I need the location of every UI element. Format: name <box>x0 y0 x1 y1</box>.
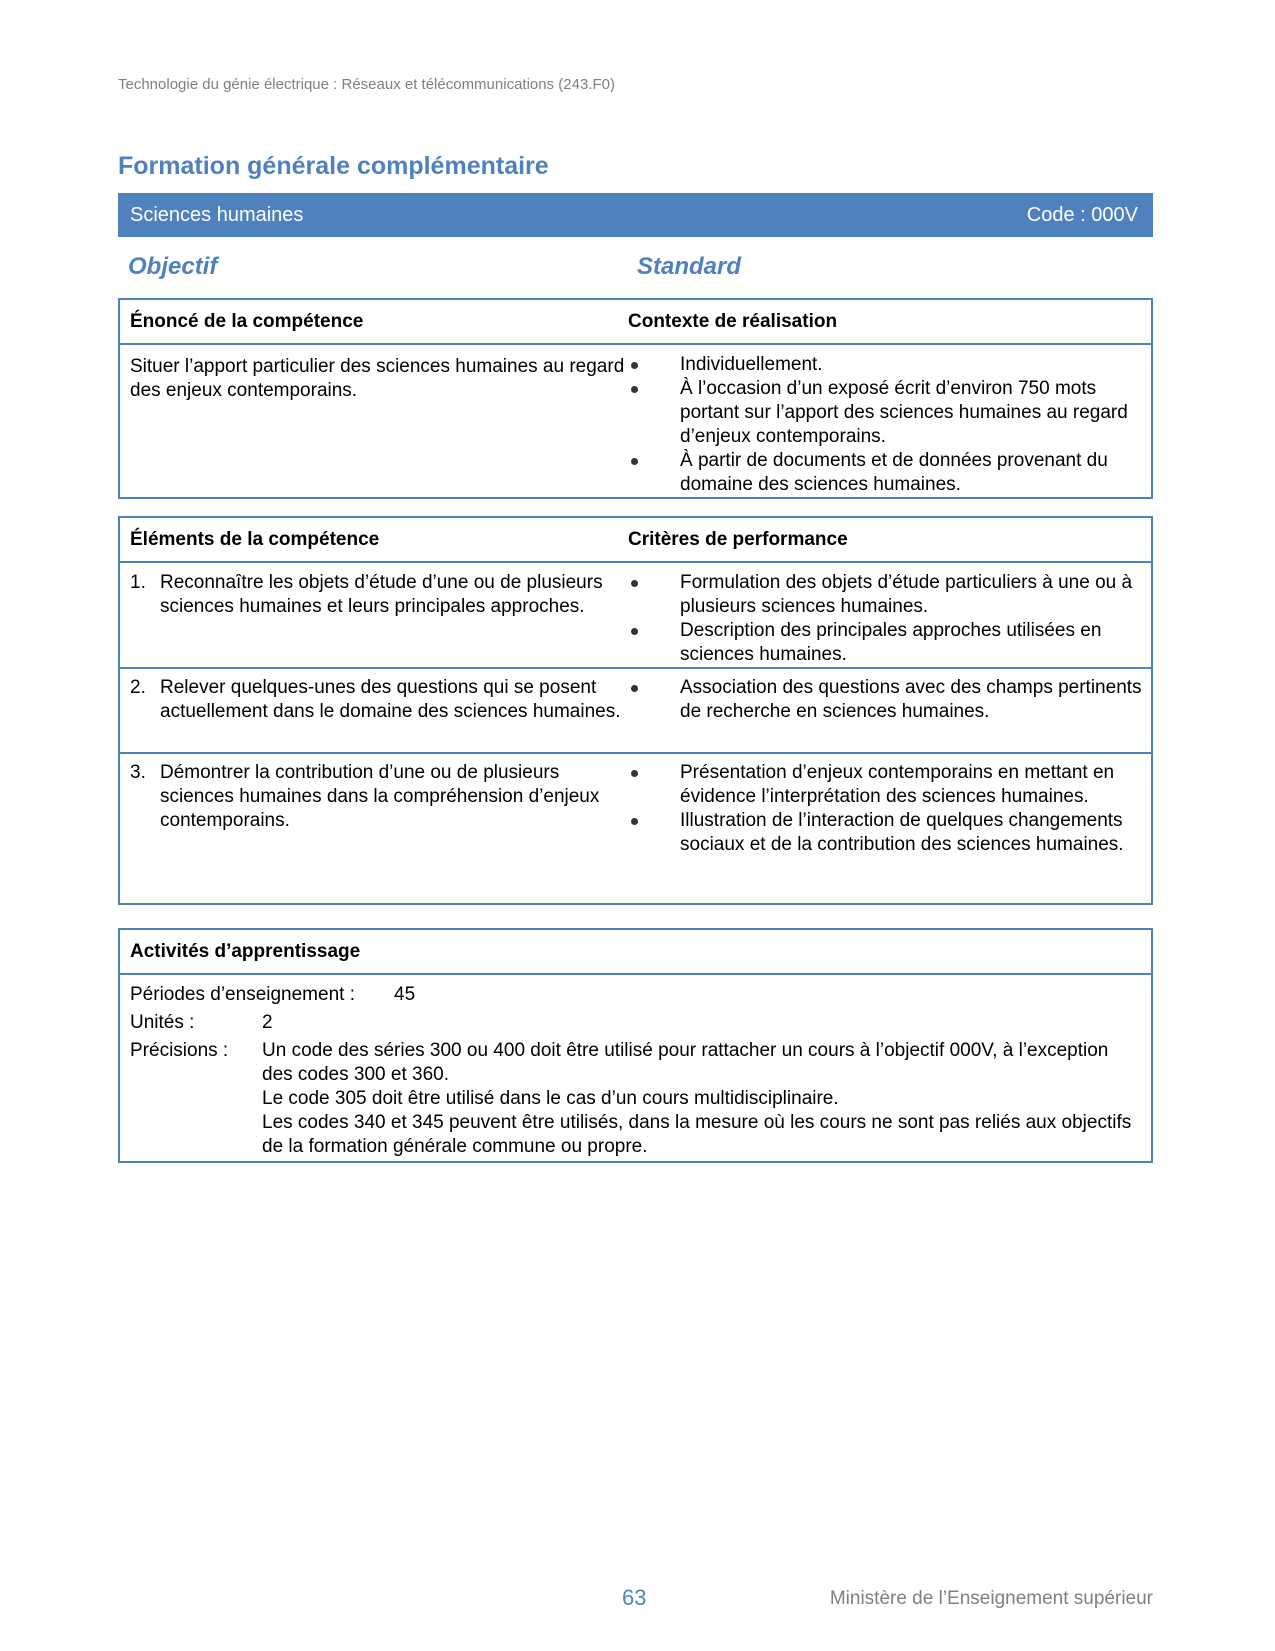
list-item: À l’occasion d’un exposé écrit d’environ 750 mots portant sur l’apport des sciences humaines au regard d’enjeux contemporains. <box>628 377 1150 449</box>
table-row <box>120 752 1151 857</box>
element-text: Relever quelques-unes des questions qui se posent actuellement dans le domaine des sciences humaines. <box>160 677 621 722</box>
subject-code: Code : 000V <box>1026 203 1138 226</box>
bullet-icon <box>628 377 680 449</box>
elements-box <box>118 516 1153 905</box>
competence-statement: Situer l’apport particulier des sciences humaines au regard des enjeux contemporains. <box>130 356 625 401</box>
bullet-icon <box>628 676 680 724</box>
bullet-icon <box>628 761 680 809</box>
criteres-list <box>628 571 1150 667</box>
list-item: Association des questions avec des champs pertinents de recherche en sciences humaines. <box>628 676 1150 724</box>
section-title: Formation générale complémentaire <box>118 152 549 180</box>
periodes-label: Périodes d’enseignement : <box>130 984 355 1005</box>
objectif-heading: Objectif <box>128 253 218 280</box>
precisions-row <box>120 1039 1151 1159</box>
unites-label: Unités : <box>130 1012 195 1033</box>
criteres-header: Critères de performance <box>628 528 848 550</box>
contexte-header: Contexte de réalisation <box>628 310 838 332</box>
activities-box <box>118 928 1153 1163</box>
subject-bar <box>118 193 1153 237</box>
precision-text: Le code 305 doit être utilisé dans le cas d’un cours multidisciplinaire. <box>262 1088 839 1109</box>
unites-row <box>120 1011 1151 1035</box>
list-item: Présentation d’enjeux contemporains en mettant en évidence l’interprétation des sciences humaines. <box>628 761 1150 809</box>
footer-ministry: Ministère de l’Enseignement supérieur <box>829 1588 1153 1609</box>
periodes-value: 45 <box>394 984 416 1005</box>
bullet-icon <box>628 571 680 619</box>
standard-heading: Standard <box>637 253 742 280</box>
precision-text: Les codes 340 et 345 peuvent être utilisés, dans la mesure où les cours ne sont pas reliés aux objectifs de la formation générale commune ou propre. <box>262 1112 1132 1157</box>
table-row <box>120 667 1151 752</box>
bullet-icon <box>628 809 680 857</box>
list-item: Formulation des objets d’étude particuliers à une ou à plusieurs sciences humaines. <box>628 571 1150 619</box>
elements-header: Éléments de la compétence <box>130 528 380 550</box>
list-item: Description des principales approches utilisées en sciences humaines. <box>628 619 1150 667</box>
bullet-icon <box>628 353 680 377</box>
table-row <box>120 563 1151 667</box>
contexte-list <box>628 353 1150 497</box>
competence-statement-box <box>118 298 1153 499</box>
criteres-list <box>628 676 1150 724</box>
page-number: 63 <box>622 1585 647 1610</box>
list-item: Individuellement. <box>628 353 1150 377</box>
enonce-header: Énoncé de la compétence <box>130 310 364 332</box>
subject-name: Sciences humaines <box>130 203 304 226</box>
running-header: Technologie du génie électrique : Réseaux et télécommunications (243.F0) <box>118 76 615 93</box>
activities-header: Activités d’apprentissage <box>120 930 1151 975</box>
criteres-list <box>628 761 1150 857</box>
precisions-label: Précisions : <box>130 1040 229 1061</box>
unites-value: 2 <box>262 1012 273 1033</box>
elements-box-header <box>120 518 1151 563</box>
bullet-icon <box>628 449 680 497</box>
element-text: Démontrer la contribution d’une ou de plusieurs sciences humaines dans la compréhension d’enjeux contemporains. <box>160 762 600 831</box>
element-number: 3. <box>130 762 146 783</box>
list-item: À partir de documents et de données provenant du domaine des sciences humaines. <box>628 449 1150 497</box>
element-text: Reconnaître les objets d’étude d’une ou de plusieurs sciences humaines et leurs principales approches. <box>160 572 603 617</box>
element-number: 1. <box>130 572 146 593</box>
statement-row <box>120 345 1151 497</box>
list-item: Illustration de l’interaction de quelques changements sociaux et de la contribution des sciences humaines. <box>628 809 1150 857</box>
precision-text: Un code des séries 300 ou 400 doit être utilisé pour rattacher un cours à l’objectif 000V, à l’exception des codes 300 et 360. <box>262 1040 1109 1085</box>
element-number: 2. <box>130 677 146 698</box>
periodes-row <box>120 983 1151 1007</box>
bullet-icon <box>628 619 680 667</box>
statement-box-header <box>120 300 1151 345</box>
